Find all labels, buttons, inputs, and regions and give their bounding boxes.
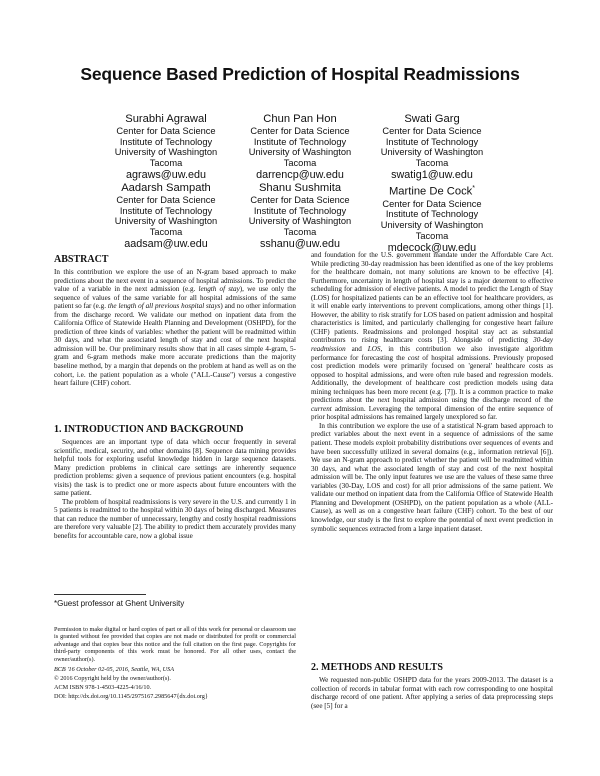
- author-email: mdecock@uw.edu: [387, 241, 477, 254]
- author-affiliation: Tacoma: [415, 230, 449, 241]
- author-name: Aadarsh Sampath: [121, 182, 211, 194]
- footnote-marker: *: [472, 185, 476, 192]
- author-affiliation: Institute of Technology: [119, 205, 213, 216]
- right-column-body: [311, 251, 553, 533]
- author-affiliation: Center for Data Science: [116, 195, 216, 205]
- author-name: Chun Pan Hon: [263, 113, 337, 125]
- author-affiliation: Center for Data Science: [116, 126, 216, 136]
- abstract-body: In this contribution we explore the use of an N-gram based approach to make predictions about the next event in a sequence of hospital admissions. To predict the value of a variable in the next admission (e.g. length of stay), we use only the sequence of values of the same variable for all hospital admissions of the same patient so far (e.g. the length of all previous hospital stays) and no other information from the discharge record. We validate our method on inpatient data from the California Office of Statewide Health Planning and Development (OSHPD), for the prediction of three kinds of variables: whether the patient will be readmitted within 30 days, and what the associated length of stay and cost of the next hospital admission will be. Our preliminary results show that in all cases simple 4-gram, 5-gram and 6-gram methods make more accurate predictions than the majority baseline method, by a margin that depends on the problem at hand as well as on the cohort, i.e. the patient population as a whole ("ALL-Cause") versus a congestive heart failure (CHF) cohort.: [54, 268, 296, 388]
- author-affiliation: Institute of Technology: [385, 209, 479, 220]
- footnote-rule: [54, 594, 146, 595]
- author-affiliation: Tacoma: [283, 158, 317, 169]
- paper-title: Sequence Based Prediction of Hospital Readmissions: [80, 64, 520, 84]
- author-name: Shanu Sushmita: [258, 182, 342, 194]
- author-name: Swati Garg: [404, 113, 460, 125]
- paragraph: Sequences are an important type of data which occur frequently in several scientific, medical, security, and other domains [8]. Sequence data mining provides helpful tools for exploring useful knowledge hidden in large sequence datasets. Many prediction problems in clinical care settings are inherently sequence prediction problems: given a sequence of previous patient encounters (e.g. hospital visits) the task is to predict one or more aspects about future encounters with the same patient.: [54, 438, 296, 498]
- copyright: © 2016 Copyright held by the owner/author(s).: [54, 675, 171, 682]
- paragraph: We requested non-public OSHPD data for the years 2009-2013. The dataset is a collection of records in tabular format with each row corresponding to one hospital discharge record of one patient. After applying a series of data preprocessing steps (see [5] for a: [311, 676, 553, 710]
- author-affiliation: Tacoma: [415, 158, 449, 169]
- author-affiliation: University of Washington: [248, 216, 352, 227]
- author-email: sshanu@uw.edu: [260, 237, 340, 250]
- author-affiliation: Center for Data Science: [382, 198, 482, 209]
- author-name: Martine De Cock*: [388, 185, 476, 198]
- author-affiliation: University of Washington: [114, 216, 218, 227]
- author-email: agraws@uw.edu: [126, 168, 206, 181]
- section-heading-intro: 1. INTRODUCTION AND BACKGROUND: [54, 424, 244, 435]
- author-affiliation: University of Washington: [248, 147, 352, 158]
- author-affiliation: Institute of Technology: [253, 136, 347, 147]
- venue: BCB '16 October 02-05, 2016, Seattle, WA, USA: [54, 666, 174, 673]
- author-affiliation: Tacoma: [283, 227, 317, 238]
- doi: DOI: http://dx.doi.org/10.1145/2975167.2985647{dx.doi.org}: [54, 693, 208, 700]
- abstract-heading: ABSTRACT: [54, 254, 109, 265]
- author-email: swatig1@uw.edu: [391, 168, 473, 181]
- author-affiliation: University of Washington: [380, 220, 484, 231]
- paragraph: and foundation for the U.S. government mandate under the Affordable Care Act. While predicting 30-day readmission has been identified as one of the key problems for the healthcare domain, not many solutions are known to be effective [4]. Furthermore, uncertainty in length of hospital stay is a major deterrent to effective scheduling for admission of elective patients. A model to predict the Length of Stay (LOS) for hospitalized patients can be an effective tool for healthcare providers, as it will enable early interventions to prevent complications, among other things [1]. However, the ability to risk stratify for LOS based on patient admission and hospital characteristics is limited, and particularly challenging for congestive heart failure (CHF) patients. Readmissions and prolonged hospital stay act as substantial contributors to rising healthcare costs [3]. Alongside of predicting 30-day readmission and LOS, in this contribution we also investigate algorithm performance for forecasting the cost of hospital admissions. Previously proposed cost prediction models were primarily focused on 'general' healthcare costs as opposed to hospital admissions, and were often rule based and regression models. Additionally, the development of healthcare cost prediction models using data mining techniques has been more recent (e.g. [7]). It is a common practice to make predictions about the next hospital admission using the discharge record of the current admission. Leveraging the temporal dimension of the entire sequence of prior hospital admissions has remained largely unexplored so far.: [311, 251, 554, 422]
- author-affiliation: Institute of Technology: [385, 136, 479, 147]
- isbn: ACM ISBN 978-1-4503-4225-4/16/10.: [54, 684, 152, 691]
- author-email: darrencp@uw.edu: [256, 168, 344, 181]
- paragraph: The problem of hospital readmissions is very severe in the U.S. and currently 1 in 5 patients is readmitted to the hospital within 30 days of being discharged. Measures that can reduce the number of unnecessary, lengthy and costly hospital readmissions are therefore very valuable [2]. The ability to predict them accurately provides many benefits for accountable care, now a global issue: [54, 497, 296, 541]
- author-affiliation: University of Washington: [114, 147, 218, 158]
- author-affiliation: Institute of Technology: [253, 205, 347, 216]
- author-affiliation: Tacoma: [149, 227, 183, 238]
- author-affiliation: Center for Data Science: [250, 126, 350, 136]
- author-email: aadsam@uw.edu: [124, 237, 208, 250]
- author-affiliation: University of Washington: [380, 147, 484, 158]
- author-affiliation: Center for Data Science: [250, 195, 350, 205]
- author-block: [352, 182, 512, 255]
- author-block: [352, 113, 512, 182]
- author-affiliation: Tacoma: [149, 158, 183, 169]
- footnote: *Guest professor at Ghent University: [54, 599, 185, 608]
- paragraph: In this contribution we explore the use of a statistical N-gram based approach to predict variables about the next event in a sequence of admissions of the same patient. These models exploit probability distributions over sequences of events and have been successfully utilized in several domains (e.g., information retrieval [6]). We use an N-gram approach to predict whether the patient will be readmitted within 30 days, and what the associated length of stay and cost of the next hospital admission will be. The only input features we use are the values of these same three variables (30-Day, LOS and cost) for all prior admissions of the same patient. We validate our method on inpatient data from the California Office of Statewide Health Planning and Development (OSHPD), on the patient population as a whole (ALL-Cause), as well as on a congestive heart failure (CHF) cohort. To the best of our knowledge, our study is the first to explore the potential of next event prediction in symbolic sequences extracted from a large inpatient dataset.: [311, 421, 553, 533]
- author-name: Surabhi Agrawal: [125, 113, 207, 125]
- author-affiliation: Center for Data Science: [382, 126, 482, 136]
- intro-body: [54, 438, 296, 541]
- methods-body: [311, 676, 553, 710]
- author-affiliation: Institute of Technology: [119, 136, 213, 147]
- section-heading-methods: 2. METHODS AND RESULTS: [311, 662, 443, 673]
- permission-notice: Permission to make digital or hard copies of part or all of this work for personal or classroom use is granted without fee provided that copies are not made or distributed for profit or commercial advantage and that copies bear this notice and the full citation on the first page. Copyrights for third-party components of this work must be honored. For all other uses, contact the owner/author(s).: [54, 626, 296, 663]
